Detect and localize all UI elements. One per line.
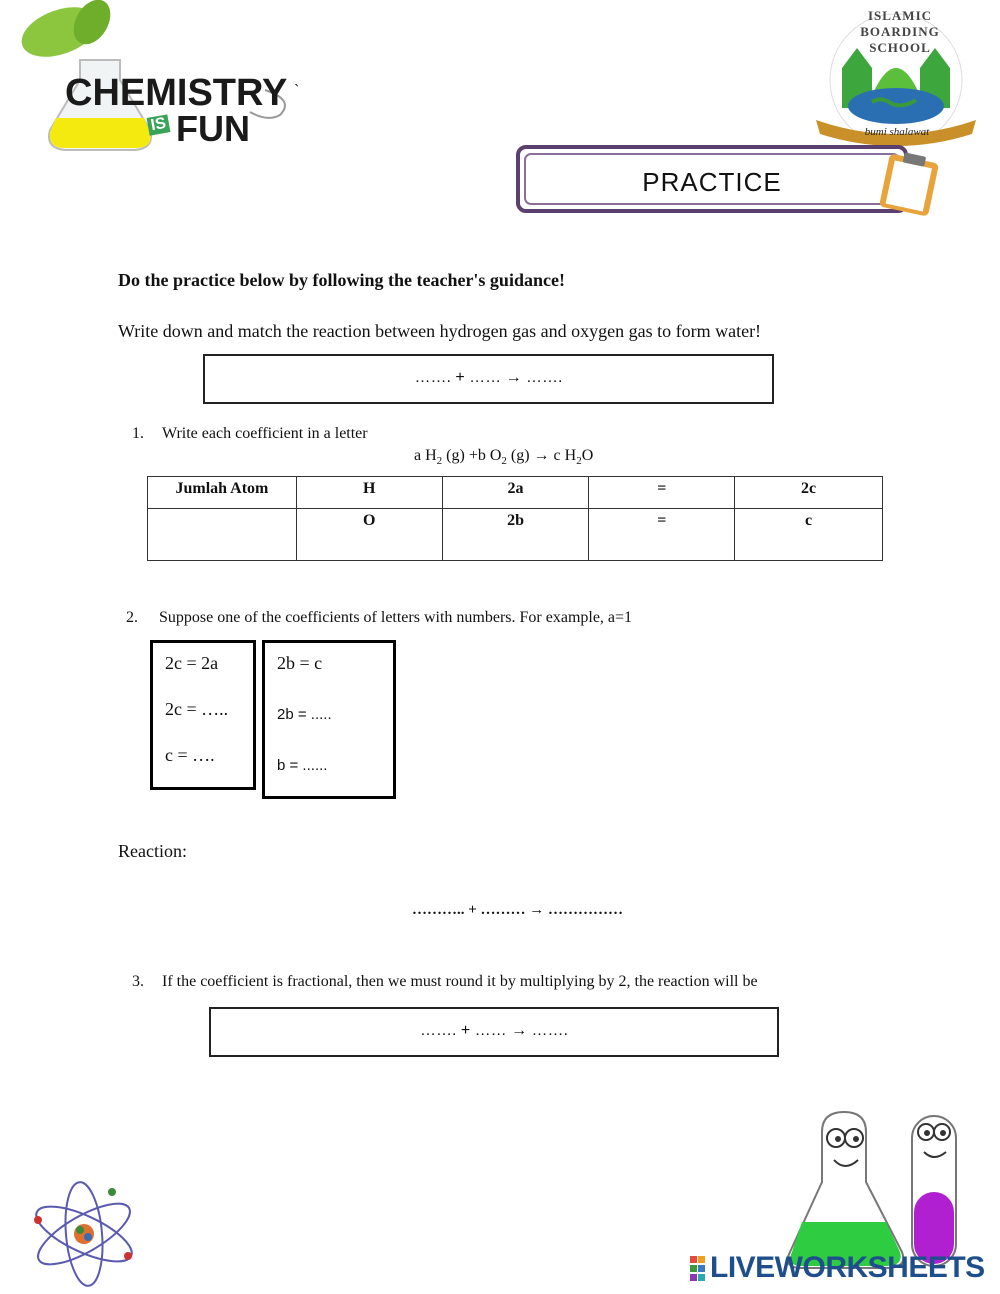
step2-left-line[interactable]: c = …. — [165, 745, 215, 765]
table-cell: Jumlah Atom — [148, 477, 297, 509]
liveworksheets-logo-icon — [690, 1256, 706, 1282]
step1-equation: a $H_2$ (g) +b $O_2$ (g) → c $H_2O$ — [414, 447, 594, 468]
school-logo — [812, 8, 980, 158]
reaction-label: Reaction: — [118, 841, 187, 861]
table-cell: 2c — [735, 477, 883, 509]
table-cell — [148, 509, 297, 561]
table-cell: 2a — [442, 477, 589, 509]
flask-mascots-icon — [782, 1102, 987, 1272]
step2-left-line[interactable]: 2c = ….. — [165, 699, 229, 719]
step2-right-box — [262, 640, 396, 799]
step1-text: Write each coefficient in a letter — [162, 425, 368, 442]
logo-fun-text: FUN — [176, 108, 250, 149]
equation-answer-box-1[interactable] — [203, 354, 774, 404]
stray-backtick: ` — [294, 82, 300, 99]
reaction-blank[interactable]: ……….. + ……… → …………… — [412, 902, 624, 918]
logo-is-text: IS — [147, 114, 171, 135]
step3-text: If the coefficient is fractional, then we must round it by multiplying by 2, the reaction will be — [162, 973, 758, 990]
step2-right-line[interactable]: b = ...... — [277, 757, 328, 774]
table-row — [148, 509, 883, 561]
table-cell: 2b — [442, 509, 589, 561]
step2-text: Suppose one of the coefficients of letters with numbers. For example, a=1 — [159, 609, 633, 626]
table-cell: c — [735, 509, 883, 561]
arrow-icon: → — [533, 447, 550, 464]
practice-banner — [516, 145, 908, 213]
reaction-prompt: Write down and match the reaction between hydrogen gas and oxygen gas to form water! — [118, 321, 762, 341]
school-ribbon-text: bumi shalawat — [864, 126, 930, 138]
step1-number: 1. — [132, 425, 144, 442]
table-cell: = — [589, 477, 735, 509]
school-ring-text: ISLAMIC BOARDING SCHOOL — [860, 8, 940, 55]
practice-title: PRACTICE — [642, 167, 782, 197]
step2-right-line: 2b = c — [277, 653, 323, 673]
step2-right-line[interactable]: 2b = ..... — [277, 706, 332, 723]
clipboard-icon — [874, 150, 946, 216]
table-cell: O — [296, 509, 442, 561]
instruction-heading: Do the practice below by following the teacher's guidance! — [118, 270, 565, 290]
equation-blank-text-1: ……. + …… → ……. — [414, 369, 563, 386]
atom-count-table — [147, 476, 883, 561]
equation-blank-text-3: ……. + …… → ……. — [419, 1022, 568, 1039]
table-row — [148, 477, 883, 509]
step2-number: 2. — [126, 609, 138, 626]
chemistry-is-fun-logo — [10, 0, 300, 160]
table-cell: H — [296, 477, 442, 509]
atom-icon — [24, 1180, 144, 1288]
step2-left-line: 2c = 2a — [165, 653, 219, 673]
step2-left-box — [150, 640, 256, 790]
logo-chemistry-text: CHEMISTRY — [65, 72, 288, 114]
equation-answer-box-3[interactable] — [209, 1007, 779, 1057]
liveworksheets-watermark[interactable]: LIVEWORKSHEETS — [710, 1251, 985, 1284]
step3-number: 3. — [132, 973, 144, 990]
table-cell: = — [589, 509, 735, 561]
